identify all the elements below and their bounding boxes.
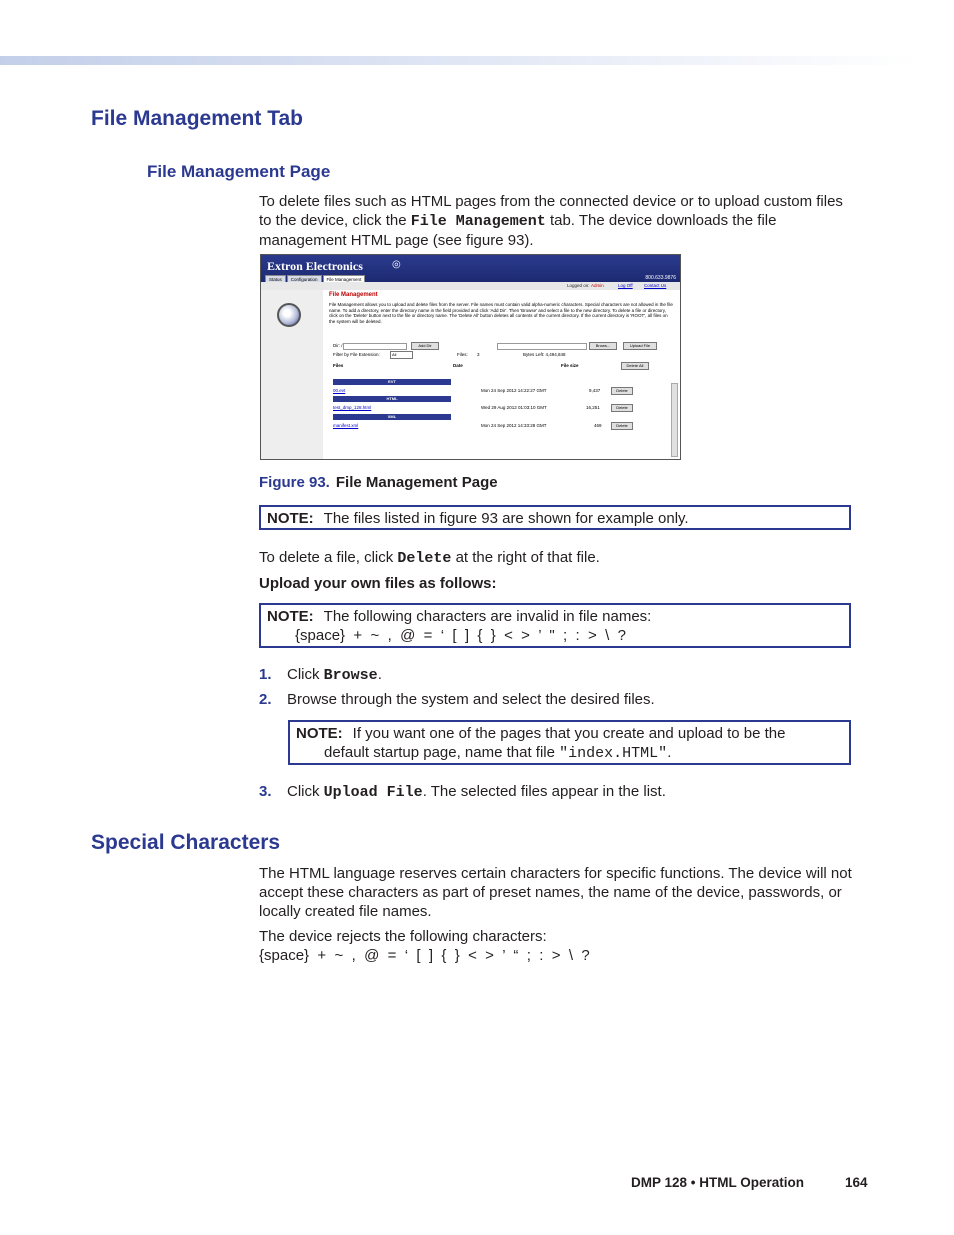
index-html-code: "index.HTML"	[559, 745, 668, 762]
step-3: 3. Click Upload File. The selected files appear in the list.	[259, 783, 666, 801]
contact-link[interactable]: Contact Us	[644, 283, 667, 288]
screenshot-heading: File Management	[329, 292, 378, 298]
figure-number: Figure 93.	[259, 474, 330, 491]
screenshot-sidebar	[261, 290, 323, 460]
delete-all-button[interactable]: Delete All	[621, 362, 649, 370]
note-invalid-characters: NOTE: The following characters are invalid in file names: {space} + ~ , @ = ‘ [ ] { } < > ’ " ; : > \ ?	[259, 603, 851, 648]
upload-file-code: Upload File	[323, 784, 423, 801]
upload-heading: Upload your own files as follows:	[259, 575, 497, 592]
delete-instructions: To delete a file, click Delete at the right of that file.	[259, 549, 600, 567]
tab-file-management[interactable]: File Management	[323, 275, 366, 284]
rejected-characters-list: {space} + ~ , @ = ‘ [ ] { } < > ’ “ ; : > \ ?	[259, 947, 590, 964]
step-2: 2. Browse through the system and select the desired files.	[259, 691, 655, 708]
section-title-special-characters: Special Characters	[91, 831, 281, 854]
step-1: 1. Click Browse.	[259, 666, 382, 684]
category-header: XML	[333, 414, 451, 420]
browse-button[interactable]: Brows...	[589, 342, 617, 350]
file-management-code: File Management	[410, 213, 546, 230]
file-link[interactable]: 00.evt	[333, 388, 346, 393]
screenshot-main	[329, 293, 675, 324]
filter-select[interactable]: All	[390, 351, 413, 359]
screenshot-scrollbar[interactable]	[671, 383, 678, 457]
delete-button[interactable]: Delete	[611, 387, 633, 395]
extron-globe-icon	[277, 303, 301, 327]
browse-code: Browse	[323, 667, 378, 684]
figure-caption	[259, 474, 498, 491]
note-label: NOTE:	[296, 725, 343, 742]
category-header: HTML	[333, 396, 451, 402]
note-label: NOTE:	[267, 510, 314, 527]
dir-input[interactable]	[343, 343, 407, 350]
log-off-link[interactable]: Log Off	[618, 283, 633, 288]
delete-button[interactable]: Delete	[611, 422, 633, 430]
upload-file-button[interactable]: Upload File	[623, 342, 657, 350]
invalid-characters-list: {space} + ~ , @ = ‘ [ ] { } < > ’ " ; : > \ ?	[295, 627, 626, 644]
special-characters-paragraph: The HTML language reserves certain characters for specific functions. The device will not accept these characters as part of preset names, the name of the device, passwords, or locally created file names.	[259, 865, 852, 920]
tab-configuration[interactable]: Configuration	[287, 275, 322, 284]
file-link[interactable]: manifest.xml	[333, 423, 359, 428]
header-rule	[0, 56, 920, 65]
footer-page-number: 164	[845, 1175, 868, 1190]
subsection-title-file-management-page: File Management Page	[147, 162, 331, 181]
upload-file-input[interactable]	[497, 343, 587, 350]
footer-document-title: DMP 128 • HTML Operation	[631, 1175, 805, 1190]
intro-paragraph: To delete files such as HTML pages from the connected device or to upload custom files to the device, click the File Management tab. The device downloads the file management HTML page (see figure 93).	[259, 193, 843, 249]
note-text: The files listed in figure 93 are shown for example only.	[323, 510, 689, 527]
section-title-file-management: File Management Tab	[91, 107, 303, 130]
note-label: NOTE:	[267, 608, 314, 625]
delete-button[interactable]: Delete	[611, 404, 633, 412]
screenshot-header	[261, 255, 680, 282]
delete-code: Delete	[397, 550, 452, 567]
note-example-files	[259, 505, 851, 530]
file-management-screenshot: Extron Electronics ◎ 800.633.9876 Status Configuration File Management Logged on: Admin Log Off Contact Us File Management File Management allows you to upload and delete files from the server. File names must contain valid alpha-numeric characters. Special characters are not allowed in the file name. To add a directory, enter the directory name in the field provided and click 'Add Dir'. Then 'Browse' and select a file to the new directory. To delete a file or directory, click on the 'Delete' button next to the file or directory name. The 'Delete All' button deletes all contents of the current directory. If the current directory is 'ROOT', all files on the system will be deleted. Dir: / Add Dir Brows... Upload File Filter by File Extension: All Files: 3 Bytes Left: 4,494,848 Files Date File size Delete All EVT 00.evt Mon 24 Sep 2012 14:22:27 GMT 9,437 Delete HTML test_dmp_128.html Wed 29 Aug 2012 01:03:10 GMT 16,251 Delete XML manifest.xml Mon 24 Sep 2012 14:33:28 GMT 469 Delete	[260, 254, 681, 460]
category-header: EVT	[333, 379, 451, 385]
globe-icon: ◎	[392, 259, 401, 270]
file-link[interactable]: test_dmp_128.html	[333, 405, 372, 410]
add-dir-button[interactable]: Add Dir	[411, 342, 439, 350]
note-default-startup-page: NOTE: If you want one of the pages that you create and upload to be the default startup page, name that file "index.HTML".	[288, 720, 851, 765]
figure-title: File Management Page	[335, 474, 498, 491]
rejected-characters-intro: The device rejects the following characters:	[259, 928, 547, 945]
phone-number: 800.633.9876	[645, 275, 676, 281]
extron-logo: Extron Electronics	[267, 259, 363, 273]
screenshot-description: File Management allows you to upload and delete files from the server. File names must contain valid alpha-numeric characters. Special characters are not allowed in the file name. To add a directory, enter the directory name in the field provided and click 'Add Dir'. Then 'Browse' and select a file to the new directory. To delete a file or directory, click on the 'Delete' button next to the file or directory name. The 'Delete All' button deletes all contents of the current directory. If the current directory is 'ROOT', all files on the system will be deleted.	[329, 302, 673, 324]
screenshot-status-bar: Logged on: Admin Log Off Contact Us	[261, 282, 680, 290]
tab-status[interactable]: Status	[265, 275, 286, 284]
